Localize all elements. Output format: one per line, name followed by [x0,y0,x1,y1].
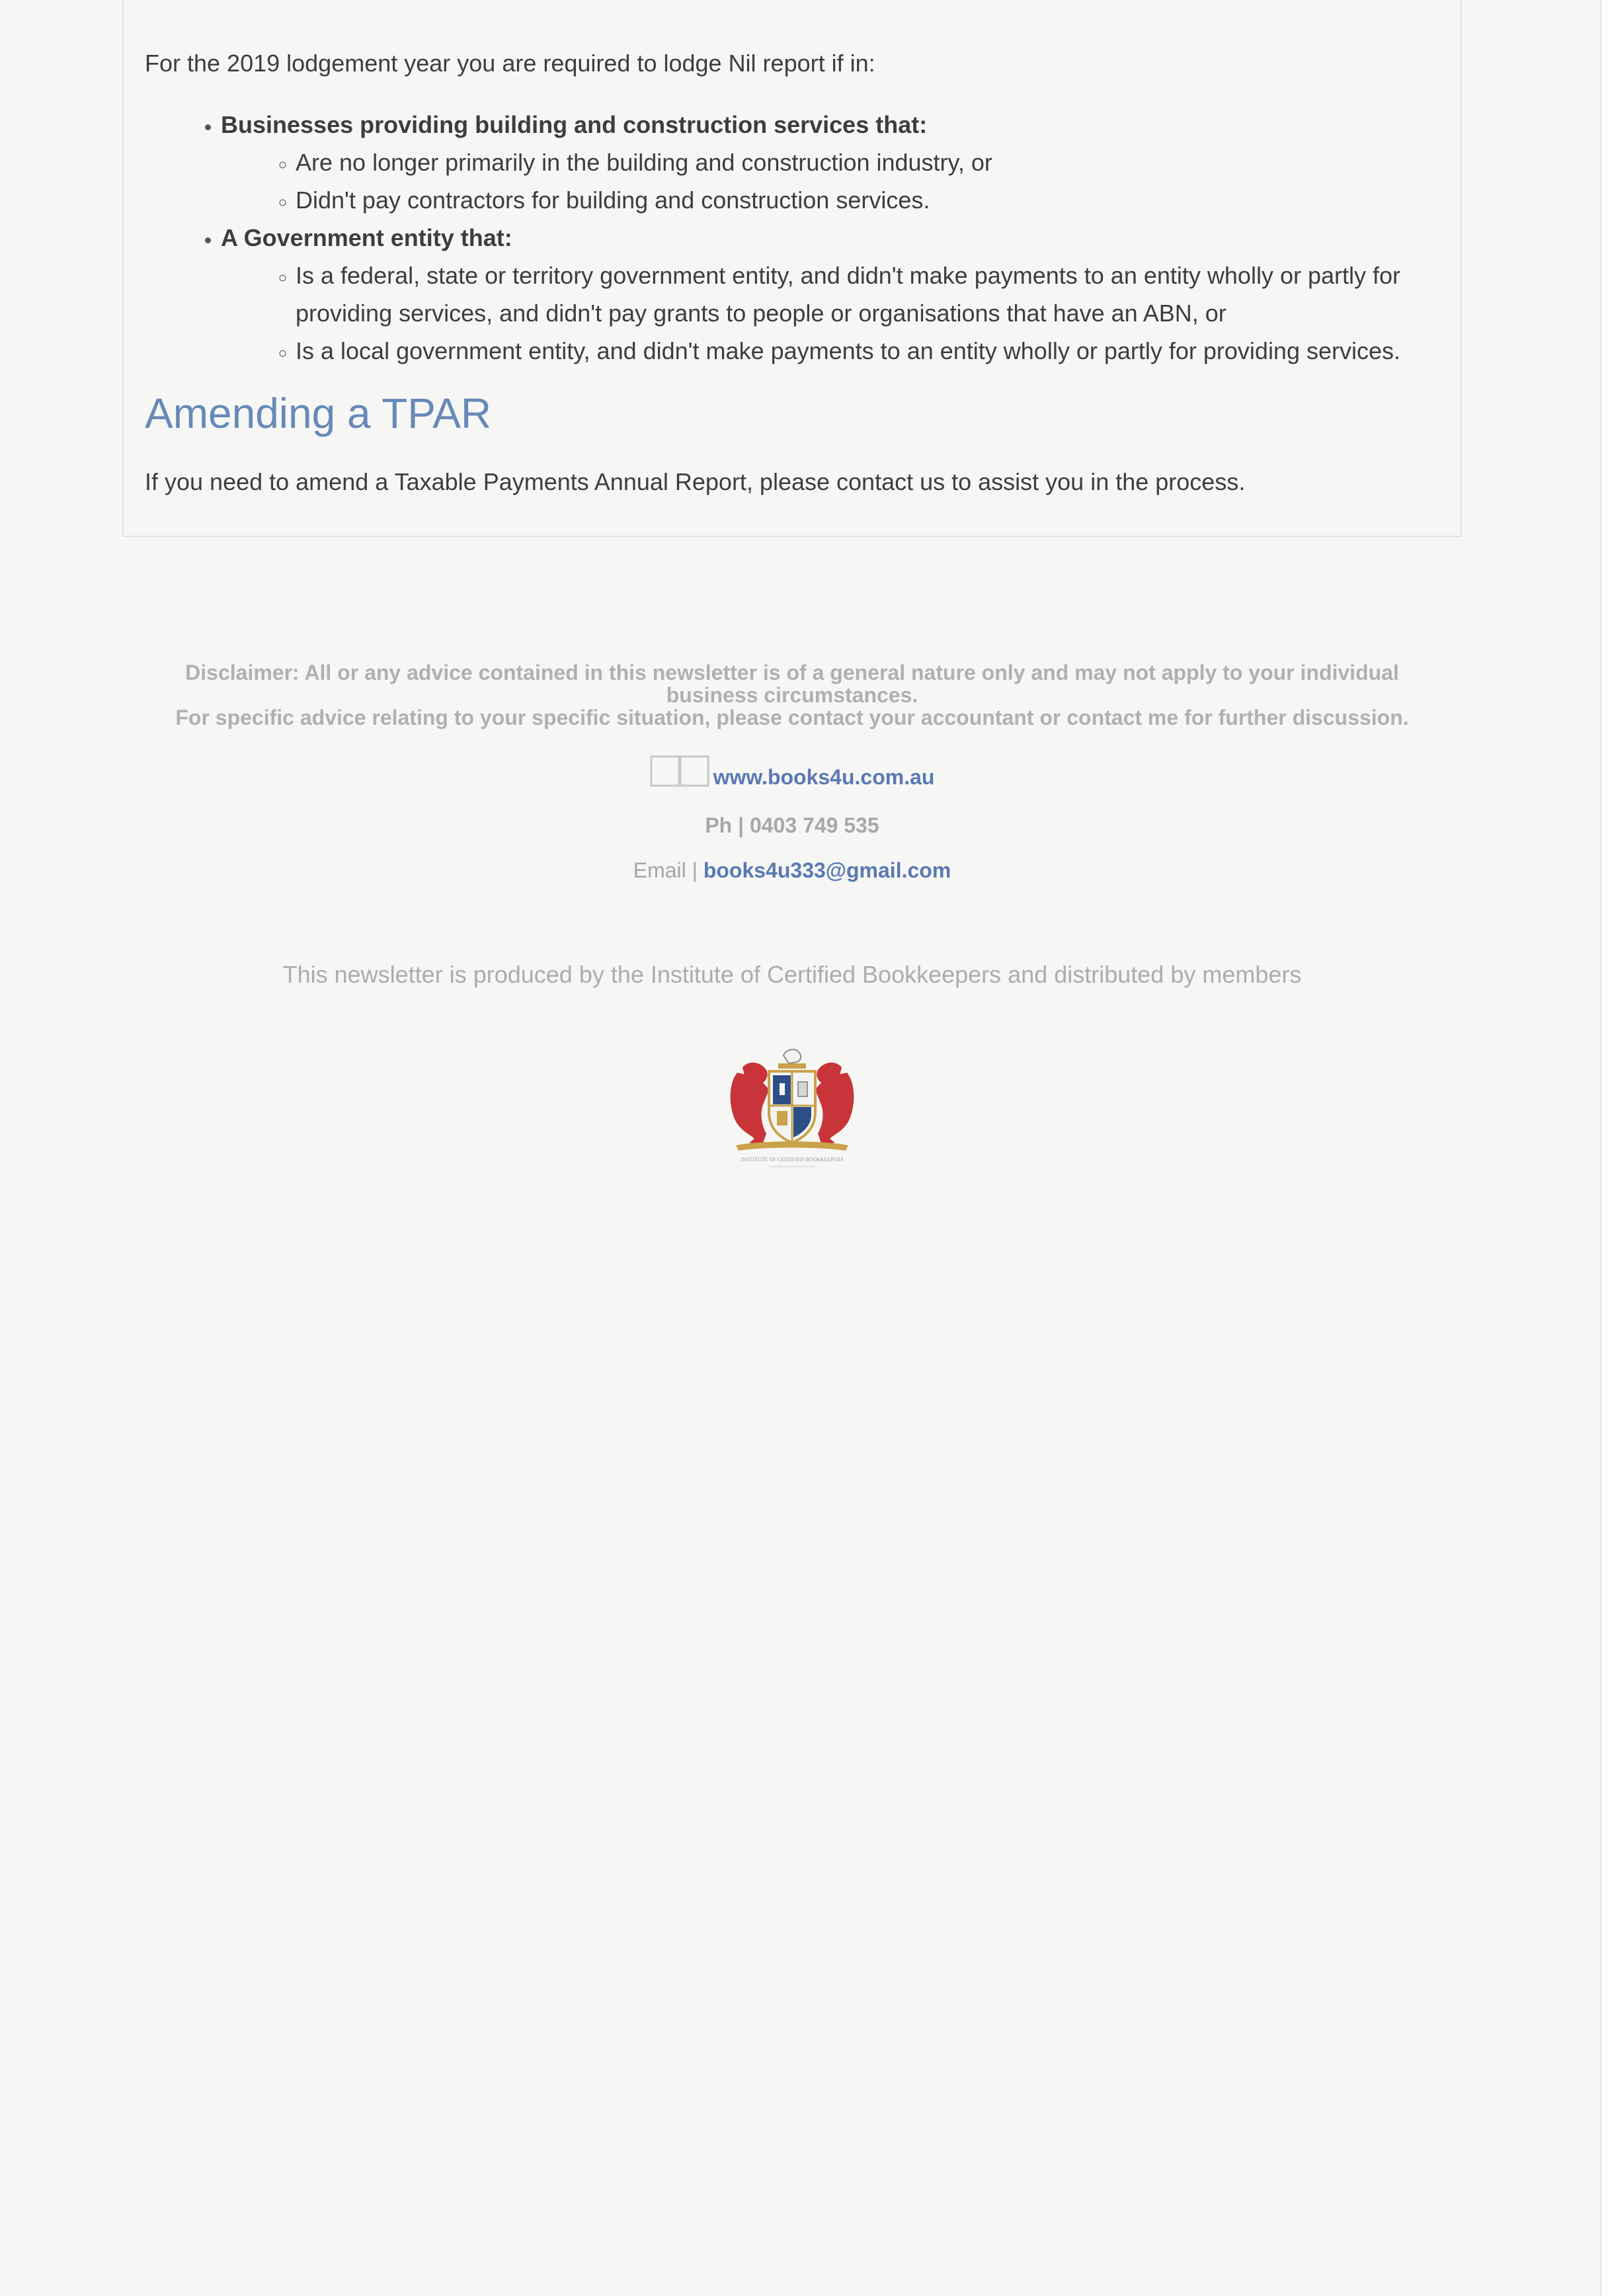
amending-heading: Amending a TPAR [145,390,492,437]
list-item [221,106,1441,219]
group-heading-government: A Government entity that: [221,224,512,251]
list-item [221,219,1441,370]
image-placeholder-icon [650,755,712,794]
group-heading-building: Businesses providing building and construction services that: [221,111,928,138]
sub-list [221,144,1441,219]
website-line [122,755,1462,794]
list-item: ◦ Is a local government entity, and didn't make payments to an entity wholly or partly for providing services. [296,332,1441,370]
sub-list [221,257,1441,370]
crest-icon [723,1046,862,1169]
email-line [122,858,1462,883]
crest-caption: INSTITUTE OF CERTIFIED BOOKKEEPERS [741,1157,844,1163]
icb-crest-logo [723,1046,862,1169]
page-edge [1600,0,1608,2296]
disclaimer-line-1: Disclaimer: All or any advice contained in this newsletter is of a general nature only and may not apply to your individual business circumstances. [185,661,1399,707]
amending-text: If you need to amend a Taxable Payments Annual Report, please contact us to assist you in the process. [145,468,1246,495]
list-item: ◦ Didn't pay contractors for building and construction services. [296,181,1441,219]
produced-by-note: This newsletter is produced by the Institute of Certified Bookkeepers and distributed by members [282,961,1302,988]
footer [122,661,1462,988]
disclaimer [122,661,1462,729]
email-link[interactable]: books4u333@gmail.com [703,858,951,882]
phone-label: Ph | [705,813,744,837]
content-box [122,0,1462,537]
list-item: ◦ Is a federal, state or territory government entity, and didn't make payments to an entity wholly or partly for providing services, and didn't pay grants to people or organisations that have an ABN, or [296,257,1441,332]
phone-number: 0403 749 535 [749,813,879,837]
disclaimer-line-2: For specific advice relating to your specific situation, please contact your accountant or contact me for further discussion. [175,706,1409,729]
nil-report-intro: For the 2019 lodgement year you are required to lodge Nil report if in: [145,50,875,77]
email-label: Email | [633,858,698,882]
list-item: ◦ Are no longer primarily in the building and construction industry, or [296,144,1441,181]
phone-line [122,813,1462,838]
website-link[interactable]: www.books4u.com.au [713,765,935,789]
nil-report-list [145,106,1441,370]
